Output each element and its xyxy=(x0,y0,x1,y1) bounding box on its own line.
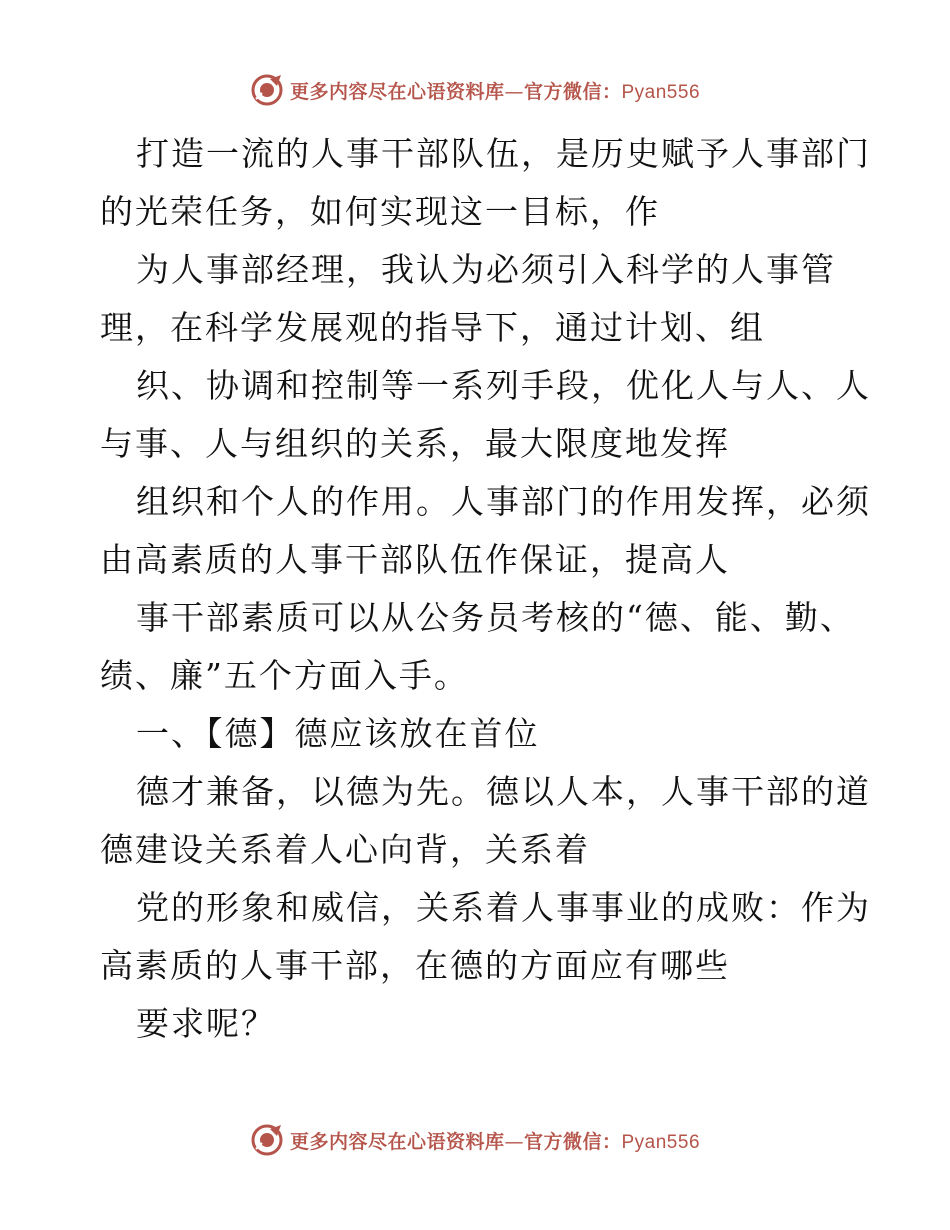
document-body xyxy=(100,125,871,1053)
paragraph-line: 为人事部经理，我认为必须引入科学的人事管 xyxy=(136,250,836,289)
paragraph-line: 要求呢？ xyxy=(136,1004,276,1043)
pen-logo-icon xyxy=(250,1123,284,1157)
header-watermark xyxy=(0,70,950,110)
paragraph-line: 德才兼备，以德为先。德以人本，人事干部的道 xyxy=(136,772,871,811)
paragraph-line: 织、协调和控制等一系列手段，优化人与人、人 xyxy=(136,366,871,405)
watermark-text: 更多内容尽在心语资料库—官方微信：Pyan556 xyxy=(289,1130,701,1153)
paragraph-line: 打造一流的人事干部队伍，是历史赋予人事部门 xyxy=(136,134,871,173)
paragraph-line: 党的形象和威信，关系着人事事业的成败：作为 xyxy=(136,888,871,927)
paragraph-line: 德建设关系着人心向背，关系着 xyxy=(100,830,590,869)
paragraph-line: 的光荣任务，如何实现这一目标，作 xyxy=(100,192,660,231)
watermark-text: 更多内容尽在心语资料库—官方微信：Pyan556 xyxy=(289,80,701,103)
paragraph-line: 绩、廉”五个方面入手。 xyxy=(100,656,469,695)
section-heading: 一、【德】德应该放在首位 xyxy=(136,714,540,753)
paragraph-line: 组织和个人的作用。人事部门的作用发挥，必须 xyxy=(136,482,871,521)
paragraph-line: 事干部素质可以从公务员考核的“德、能、勤、 xyxy=(136,598,855,637)
pen-logo-icon xyxy=(250,73,284,107)
footer-watermark xyxy=(0,1120,950,1160)
paragraph-line: 理，在科学发展观的指导下，通过计划、组 xyxy=(100,308,765,347)
paragraph-line: 与事、人与组织的关系，最大限度地发挥 xyxy=(100,424,730,463)
paragraph-line: 由高素质的人事干部队伍作保证，提高人 xyxy=(100,540,730,579)
paragraph-line: 高素质的人事干部，在德的方面应有哪些 xyxy=(100,946,730,985)
